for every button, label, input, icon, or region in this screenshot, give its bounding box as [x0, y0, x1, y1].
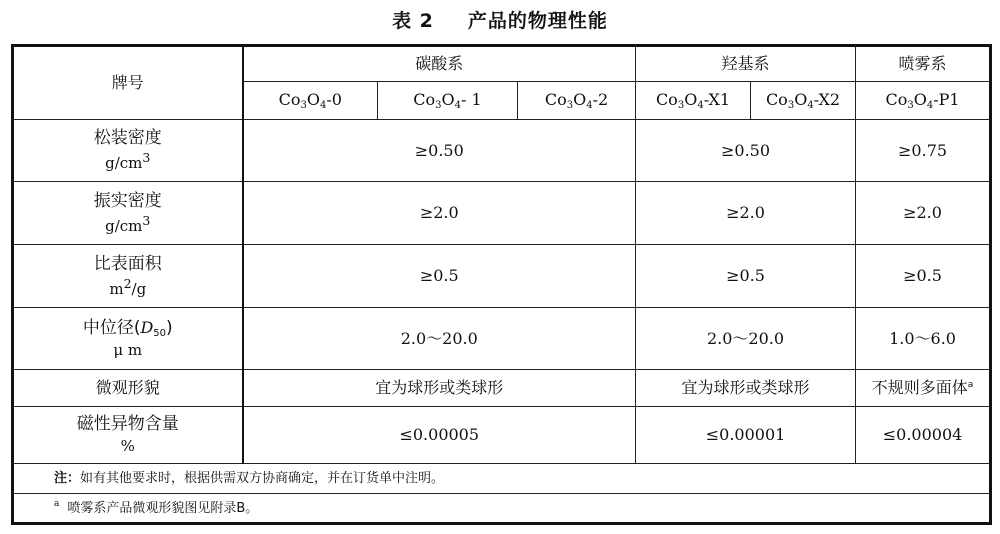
grade-header: $Co_3O_4-X2$	[751, 82, 856, 120]
table-footnote	[13, 494, 991, 524]
row-label: 比表面积 $m^2/g$	[13, 245, 243, 308]
value-cell-spray: ≤0.00004	[856, 407, 991, 464]
value-cell-carbonate: ≥0.5	[243, 245, 636, 308]
row-label: 振实密度 $g/cm^3$	[13, 182, 243, 245]
grade-header: $Co_3O_4-2$	[518, 82, 636, 120]
note-row	[13, 464, 991, 494]
value-cell-carbonate: 2.0～20.0	[243, 308, 636, 370]
footnote-marker: a	[54, 499, 60, 510]
table-row	[13, 308, 991, 370]
value-cell-carbonate: ≥2.0	[243, 182, 636, 245]
note-label: 注：	[54, 470, 81, 486]
value-cell-hydroxyl: 宜为球形或类球形	[636, 370, 856, 407]
group-header-hydroxyl: 羟基系	[636, 46, 856, 82]
table-title: 产品的物理性能	[467, 10, 608, 32]
value-cell-hydroxyl: 2.0～20.0	[636, 308, 856, 370]
row-label: 松装密度 $g/cm^3$	[13, 120, 243, 182]
brand-header: 牌号	[13, 46, 243, 120]
value-cell-spray: ≥0.5	[856, 245, 991, 308]
footnote-marker: a	[967, 380, 974, 391]
value-cell-carbonate: ≥0.50	[243, 120, 636, 182]
footnote-row	[13, 494, 991, 524]
grade-header: $Co_3O_4-0$	[243, 82, 378, 120]
table-row	[13, 407, 991, 464]
value-cell-hydroxyl: ≥2.0	[636, 182, 856, 245]
grade-header: $Co_3O_4-$ 1	[378, 82, 518, 120]
group-header-spray: 喷雾系	[856, 46, 991, 82]
note-text: 如有其他要求时，根据供需双方协商确定，并在订货单中注明。	[80, 470, 445, 486]
value-cell-hydroxyl: ≤0.00001	[636, 407, 856, 464]
row-label: 微观形貌	[13, 370, 243, 407]
table-row	[13, 120, 991, 182]
row-label: 中位径$(D_{50})$ μ m	[13, 308, 243, 370]
value-cell-hydroxyl: ≥0.50	[636, 120, 856, 182]
value-cell-hydroxyl: ≥0.5	[636, 245, 856, 308]
group-header-carbonate: 碳酸系	[243, 46, 636, 82]
value-cell-spray: ≥0.75	[856, 120, 991, 182]
physical-properties-table	[11, 44, 992, 525]
grade-header: $Co_3O_4-P1$	[856, 82, 991, 120]
table-note	[13, 464, 991, 494]
value-cell-spray: 不规则多面体$^a$	[856, 370, 991, 407]
value-cell-spray: ≥2.0	[856, 182, 991, 245]
grade-header: $Co_3O_4-X1$	[636, 82, 751, 120]
table-caption	[0, 6, 1000, 33]
value-cell-carbonate: ≤0.00005	[243, 407, 636, 464]
table-row	[13, 245, 991, 308]
value-cell-spray: 1.0～6.0	[856, 308, 991, 370]
footnote-text: 喷雾系产品微观形貌图见附录B。	[67, 501, 259, 517]
table-row	[13, 370, 991, 407]
table-number: 表 2	[392, 10, 434, 32]
value-cell-carbonate: 宜为球形或类球形	[243, 370, 636, 407]
header-row-groups	[13, 46, 991, 82]
row-label: 磁性异物含量 %	[13, 407, 243, 464]
table-row	[13, 182, 991, 245]
